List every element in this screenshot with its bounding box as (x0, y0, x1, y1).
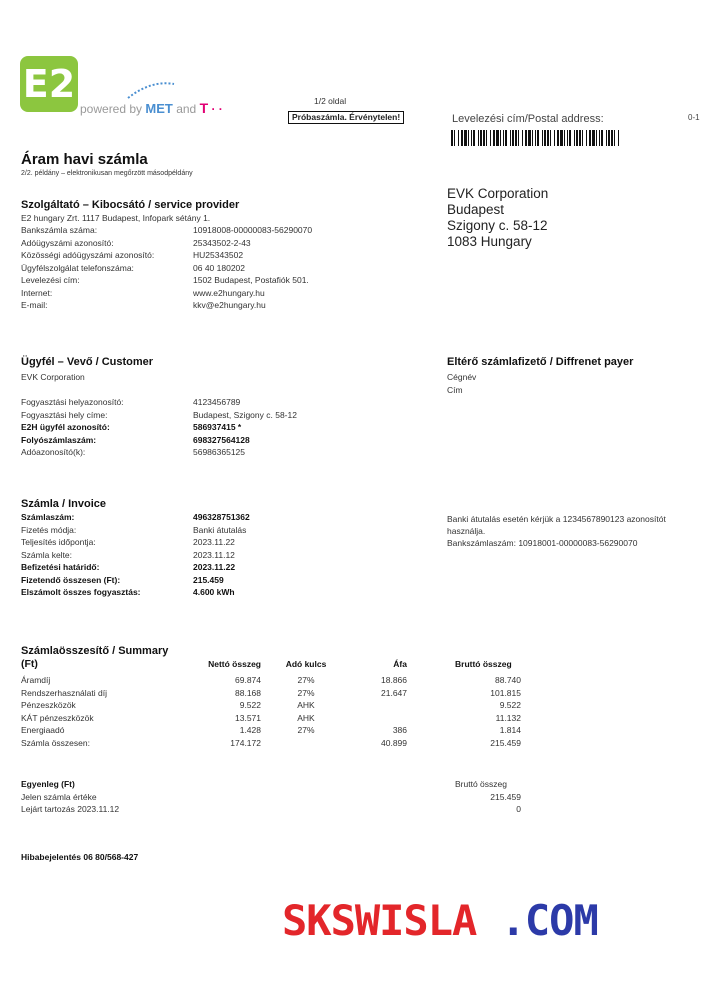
provider-heading: Szolgáltató – Kibocsátó / service provider (21, 199, 240, 211)
telekom-dots: · · (211, 102, 223, 116)
barcode-bar (525, 130, 527, 146)
met-logo: MET (145, 101, 173, 116)
invoice-value: 496328751362 (193, 512, 250, 522)
postal-code: 0-1 (688, 113, 700, 122)
barcode-bar (567, 130, 568, 146)
provider-value: 06 40 180202 (193, 262, 245, 273)
provider-label: E-mail: (21, 300, 48, 310)
barcode-bar (618, 130, 619, 146)
barcode-bar (601, 130, 603, 146)
summary-rate: 27% (297, 675, 315, 685)
barcode-bar (606, 130, 607, 146)
summary-gross: 215.459 (490, 737, 521, 748)
payer-address: Cím (447, 385, 463, 395)
summary-row (21, 712, 561, 724)
barcode-bar (486, 130, 487, 146)
summary-label: KÁT pénzeszközök (21, 712, 94, 723)
barcode (451, 130, 623, 146)
summary-label: Számla összesen: (21, 737, 90, 748)
provider-label: Ügyfélszolgálat telefonszáma: (21, 262, 134, 273)
address-line: Budapest (447, 202, 505, 217)
summary-rate: AHK (297, 700, 315, 710)
address-line: EVK Corporation (447, 186, 549, 201)
customer-value: 586937415 * (193, 422, 242, 432)
invoice-label: Fizetés módja: (21, 524, 77, 535)
barcode-bar (454, 130, 455, 146)
invoice-label: Elszámolt összes fogyasztás: (21, 587, 141, 597)
customer-heading: Ügyfél – Vevő / Customer (21, 356, 154, 368)
invoice-label: Befizetési határidő: (21, 562, 100, 572)
barcode-bar (510, 130, 511, 146)
barcode-bar (614, 130, 615, 146)
barcode-bar (532, 130, 533, 146)
payer-heading: Eltérő számlafizető / Diffrenet payer (447, 356, 634, 368)
customer-value: Budapest, Szigony c. 58-12 (193, 409, 297, 420)
invoice-value: 2023.11.22 (193, 562, 236, 572)
barcode-bar (468, 130, 469, 146)
mailing-address (447, 186, 548, 250)
invoice-label: Számlaszám: (21, 512, 75, 522)
invoice-heading: Számla / Invoice (21, 498, 106, 510)
provider-value: 25343502-2-43 (193, 237, 251, 248)
barcode-bar (471, 130, 472, 146)
invoice-table (21, 511, 421, 607)
invoice-title: Áram havi számla (21, 151, 148, 168)
invoice-subtitle: 2/2. példány – elektronikusan megőrzött másodpéldány (21, 170, 193, 177)
powered-by-text: powered by (80, 102, 143, 116)
balance-value: 0 (516, 804, 521, 814)
provider-table (21, 224, 421, 314)
summary-label: Energiaadó (21, 725, 65, 735)
summary-vat: 18.866 (381, 675, 407, 685)
barcode-bar (557, 130, 559, 146)
barcode-bar (518, 130, 519, 146)
summary-gross: 9.522 (499, 700, 521, 710)
barcode-bar (528, 130, 531, 146)
powered-by (80, 100, 223, 116)
barcode-bar (500, 130, 501, 146)
barcode-bar (512, 130, 514, 146)
barcode-bar (564, 130, 565, 146)
balance-label: Lejárt tartozás 2023.11.12 (21, 804, 120, 814)
barcode-bar (592, 130, 595, 146)
page-indicator: 1/2 oldal (314, 96, 347, 106)
customer-value: 56986365125 (193, 447, 246, 457)
invoice-value: 215.459 (193, 574, 224, 585)
summary-ft: (Ft) (21, 658, 38, 670)
barcode-bar (560, 130, 563, 146)
provider-line: E2 hungary Zrt. 1117 Budapest, Infopark sétány 1. (21, 213, 211, 223)
invoice-label: Fizetendő összesen (Ft): (21, 574, 121, 585)
balance-table (21, 778, 561, 822)
barcode-bar (473, 130, 475, 146)
barcode-bar (574, 130, 575, 146)
watermark (282, 896, 598, 945)
fault-report: Hibabejelentés 06 80/568-427 (21, 852, 139, 862)
summary-gross: 88.740 (495, 675, 521, 685)
provider-value: HU25343502 (193, 250, 244, 260)
barcode-bar (537, 130, 539, 146)
summary-rate: AHK (297, 712, 315, 723)
summary-gross: 1.814 (499, 725, 521, 735)
barcode-bar (522, 130, 523, 146)
provider-value: kkv@e2hungary.hu (193, 300, 266, 310)
barcode-bar (550, 130, 551, 146)
provider-label: Bankszámla száma: (21, 225, 98, 235)
summary-vat: 40.899 (381, 737, 407, 748)
bank-note-line: Bankszámlaszám: 10918001-00000083-56290070 (447, 538, 638, 548)
customer-table (21, 396, 421, 466)
summary-vat: 386 (392, 725, 407, 735)
barcode-bar (458, 130, 459, 146)
barcode-bar (579, 130, 581, 146)
address-line: 1083 Hungary (447, 234, 532, 249)
e2-logo (20, 56, 78, 112)
barcode-bar (515, 130, 517, 146)
barcode-bar (586, 130, 587, 146)
col-net: Nettó összeg (208, 659, 261, 669)
provider-value: 10918008-00000083-56290070 (193, 225, 313, 235)
summary-net: 13.571 (235, 712, 261, 723)
summary-heading: Számlaösszesítő / Summary (21, 645, 169, 657)
barcode-bar (535, 130, 536, 146)
barcode-bar (503, 130, 504, 146)
bank-transfer-note (447, 513, 717, 549)
barcode-bar (478, 130, 479, 146)
barcode-bar (480, 130, 482, 146)
barcode-bar (608, 130, 610, 146)
balance-heading: Egyenleg (Ft) (21, 779, 75, 789)
barcode-bar (483, 130, 485, 146)
barcode-bar (490, 130, 491, 146)
barcode-bar (451, 130, 453, 146)
postal-address-label: Levelezési cím/Postal address: (452, 113, 604, 125)
watermark-text: SKSWISLA (282, 896, 477, 945)
summary-net: 88.168 (235, 687, 261, 698)
summary-table (21, 658, 561, 768)
invoice-label: Teljesítés időpontja: (21, 537, 96, 547)
balance-gross-label: Bruttó összeg (455, 779, 507, 789)
barcode-bar (542, 130, 543, 146)
summary-rate: 27% (297, 725, 315, 735)
col-vat: Áfa (393, 659, 407, 669)
summary-vat: 21.647 (381, 687, 407, 698)
provider-value: www.e2hungary.hu (193, 287, 265, 298)
summary-label: Áramdíj (21, 675, 51, 685)
invoice-label: Számla kelte: (21, 549, 73, 560)
customer-label: E2H ügyfél azonosító: (21, 422, 110, 432)
barcode-bar (589, 130, 591, 146)
summary-gross: 101.815 (490, 687, 521, 698)
provider-label: Adóügyszámi azonosító: (21, 237, 114, 248)
balance-value: 215.459 (490, 791, 521, 802)
watermark-domain: .COM (500, 896, 598, 945)
draft-notice: Próbaszámla. Érvénytelen! (288, 111, 404, 124)
barcode-bar (461, 130, 463, 146)
barcode-bar (599, 130, 600, 146)
summary-label: Rendszerhasználati díj (21, 687, 107, 698)
summary-row (21, 699, 561, 711)
summary-row (21, 687, 561, 699)
met-arc-icon (126, 80, 176, 100)
invoice-value: Banki átutalás (193, 524, 247, 535)
provider-label: Internet: (21, 287, 53, 298)
payer-name: Cégnév (447, 372, 477, 382)
barcode-bar (547, 130, 549, 146)
invoice-value: 2023.11.12 (193, 549, 235, 560)
col-rate: Adó kulcs (285, 659, 327, 669)
balance-label: Jelen számla értéke (21, 791, 97, 802)
barcode-bar (464, 130, 467, 146)
summary-gross: 11.132 (495, 712, 521, 723)
summary-row (21, 724, 561, 736)
and-text: and (176, 102, 197, 116)
customer-label: Adóazonosító(k): (21, 447, 86, 457)
summary-label: Pénzeszközök (21, 700, 76, 710)
invoice-value: 4.600 kWh (193, 587, 235, 597)
barcode-bar (576, 130, 578, 146)
summary-net: 1.428 (239, 725, 261, 735)
barcode-bar (611, 130, 613, 146)
provider-label: Levelezési cím: (21, 275, 80, 285)
provider-label: Közösségi adóügyszámi azonosító: (21, 250, 155, 260)
barcode-bar (505, 130, 507, 146)
summary-row (21, 674, 561, 686)
barcode-bar (493, 130, 495, 146)
summary-total-row (21, 737, 561, 749)
customer-value: 4123456789 (193, 397, 241, 407)
customer-name: EVK Corporation (21, 372, 85, 382)
telekom-logo: T (199, 100, 209, 116)
summary-net: 174.172 (230, 737, 261, 748)
invoice-value: 2023.11.22 (193, 537, 235, 547)
summary-rate: 27% (297, 687, 315, 698)
barcode-bar (496, 130, 499, 146)
provider-value: 1502 Budapest, Postafiók 501. (193, 275, 309, 285)
barcode-bar (554, 130, 555, 146)
summary-net: 69.874 (235, 675, 261, 685)
col-gross: Bruttó összeg (455, 659, 512, 669)
address-line: Szigony c. 58-12 (447, 218, 548, 233)
barcode-bar (569, 130, 571, 146)
barcode-bar (582, 130, 583, 146)
barcode-bar (596, 130, 597, 146)
logo-text: E2 (22, 62, 76, 106)
customer-label: Fogyasztási hely címe: (21, 409, 108, 420)
customer-label: Folyószámlaszám: (21, 434, 97, 445)
summary-net: 9.522 (239, 700, 261, 710)
barcode-bar (544, 130, 546, 146)
customer-value: 698327564128 (193, 434, 250, 445)
customer-label: Fogyasztási helyazonosító: (21, 397, 124, 407)
bank-note-line: Banki átutalás esetén kérjük a 1234567890123 azonosítót (447, 514, 666, 524)
bank-note-line: használja. (447, 526, 486, 536)
